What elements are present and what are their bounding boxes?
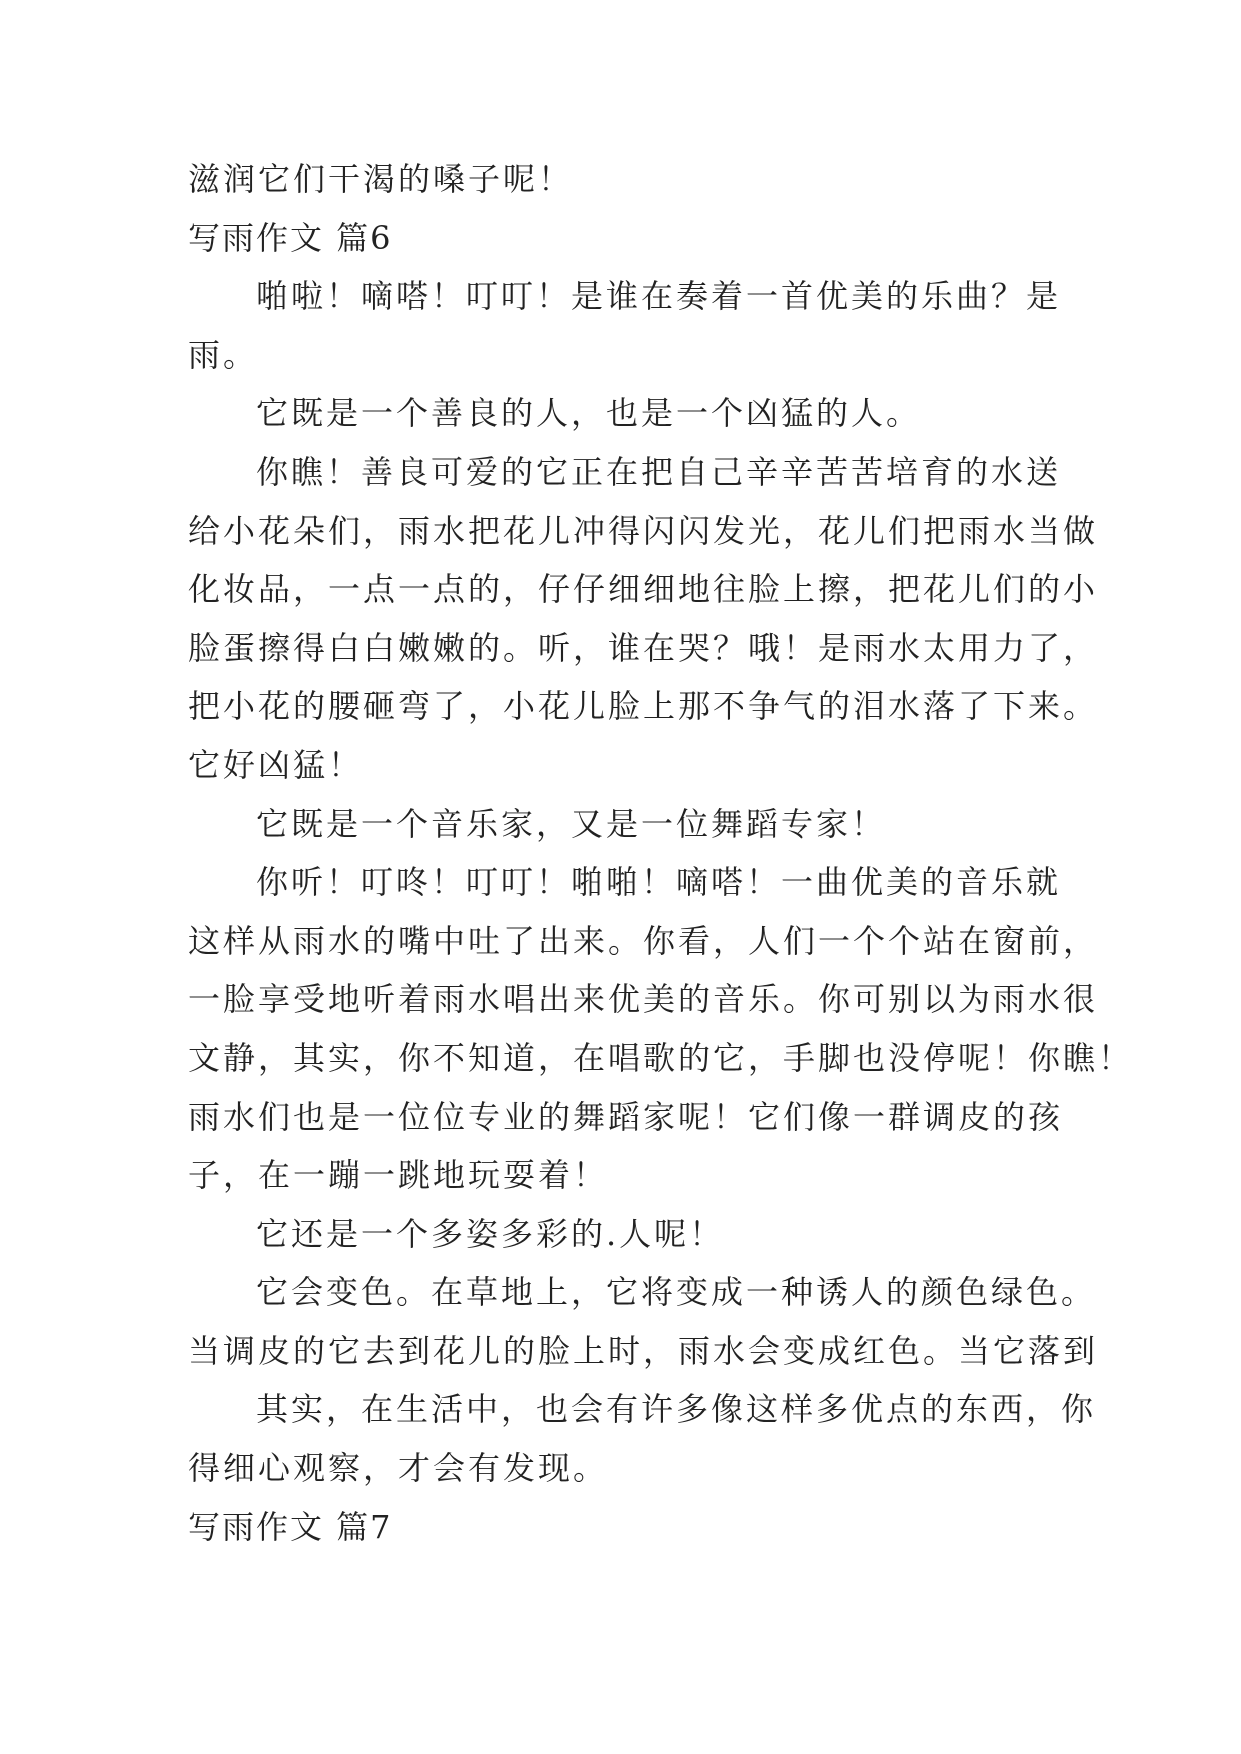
paragraph-line: 这样从雨水的嘴中吐了出来。你看，人们一个个站在窗前，	[188, 921, 1099, 960]
paragraph-line: 当调皮的它去到花儿的脸上时，雨水会变成红色。当它落到	[188, 1331, 1099, 1370]
section-heading: 写雨作文 篇6	[188, 218, 393, 257]
paragraph-line: 你听！叮咚！叮叮！啪啪！嘀嗒！一曲优美的音乐就	[256, 863, 1062, 902]
paragraph-line: 给小花朵们，雨水把花儿冲得闪闪发光，花儿们把雨水当做	[188, 511, 1099, 550]
paragraph-line: 文静，其实，你不知道，在唱歌的它，手脚也没停呢！你瞧！	[188, 1038, 1134, 1077]
paragraph-line: 它既是一个善良的人，也是一个凶猛的人。	[256, 394, 922, 433]
paragraph-line: 它还是一个多姿多彩的.人呢！	[256, 1214, 725, 1253]
paragraph-line: 其实，在生活中，也会有许多像这样多优点的东西，你	[256, 1390, 1097, 1429]
paragraph-line: 子，在一蹦一跳地玩耍着！	[188, 1156, 609, 1195]
paragraph-line: 你瞧！善良可爱的它正在把自己辛辛苦苦培育的水送	[256, 452, 1062, 491]
paragraph-line: 啪啦！嘀嗒！叮叮！是谁在奏着一首优美的乐曲？是	[256, 277, 1062, 316]
paragraph-line: 它好凶猛！	[188, 745, 364, 784]
document-page	[188, 150, 1134, 1556]
paragraph-line: 它既是一个音乐家，又是一位舞蹈专家！	[256, 804, 887, 843]
paragraph-line: 一脸享受地听着雨水唱出来优美的音乐。你可别以为雨水很	[188, 980, 1099, 1019]
paragraph-line: 得细心观察，才会有发现。	[188, 1449, 609, 1488]
paragraph-line: 滋润它们干渴的嗓子呢！	[188, 160, 574, 198]
paragraph-line: 脸蛋擦得白白嫩嫩的。听，谁在哭？哦！是雨水太用力了，	[188, 628, 1099, 667]
paragraph-line: 雨水们也是一位位专业的舞蹈家呢！它们像一群调皮的孩	[188, 1097, 1064, 1136]
paragraph-line: 它会变色。在草地上，它将变成一种诱人的颜色绿色。	[256, 1273, 1097, 1312]
paragraph-line: 雨。	[188, 335, 259, 374]
section-heading: 写雨作文 篇7	[188, 1507, 393, 1546]
paragraph-line: 把小花的腰砸弯了，小花儿脸上那不争气的泪水落了下来。	[188, 687, 1099, 726]
document-body	[188, 150, 1134, 1556]
paragraph-line: 化妆品，一点一点的，仔仔细细地往脸上擦，把花儿们的小	[188, 570, 1099, 609]
